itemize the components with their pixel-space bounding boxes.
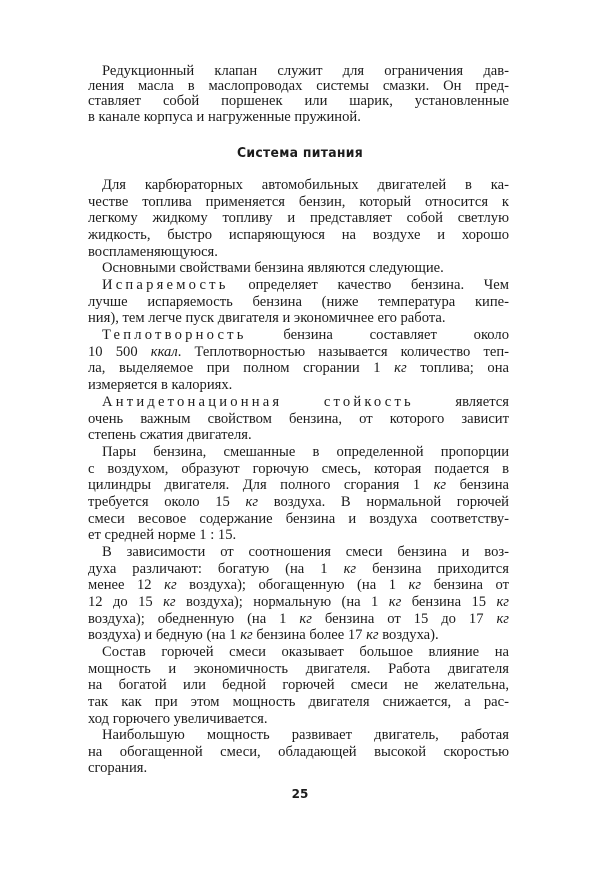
text-segment: ход горючего увеличивается. <box>88 710 268 727</box>
emphasized-term: стойкость <box>323 394 414 410</box>
unit-label: кг <box>408 577 422 594</box>
text-segment: менее 12 <box>88 577 165 594</box>
unit-label: кг <box>343 560 357 577</box>
unit-label: кг <box>366 627 379 644</box>
text-segment: является <box>413 394 509 410</box>
text-segment: честве топлива применяется бензин, который относится к <box>88 193 509 210</box>
text-segment: с воздухом, образуют горючую смесь, которая подается в <box>88 460 509 477</box>
text-segment: требуется около 15 <box>88 494 246 511</box>
text-segment: степень сжатия двигателя. <box>88 427 252 444</box>
text-segment: топлива; она <box>406 360 509 377</box>
text-line <box>88 544 509 561</box>
page-number: 25 <box>291 787 309 801</box>
text-line <box>88 377 509 394</box>
text-line <box>88 527 509 544</box>
text-line <box>88 310 509 327</box>
text-segment: 10 500 <box>88 343 151 360</box>
unit-label: кг <box>163 594 176 611</box>
paragraph <box>88 327 509 394</box>
paragraph <box>88 544 509 644</box>
text-line <box>88 94 509 109</box>
paragraph <box>88 394 509 444</box>
unit-label: кг <box>299 610 312 627</box>
text-line <box>88 594 509 611</box>
text-line <box>88 277 509 294</box>
text-segment: бензина более 17 <box>252 627 367 644</box>
text-segment: Наибольшую мощность развивает двигатель, работая <box>102 727 509 743</box>
text-segment: . Теплотворностью называется количество теп- <box>177 343 510 360</box>
paragraph <box>88 727 509 777</box>
text-line <box>88 644 509 661</box>
text-segment: ет средней норме 1 : 15. <box>88 527 237 544</box>
paragraph <box>88 644 509 727</box>
text-line <box>88 577 509 594</box>
unit-label: кг <box>433 477 447 494</box>
text-line <box>88 444 509 461</box>
unit-label: кг <box>245 494 259 511</box>
text-line <box>88 394 509 411</box>
text-segment: ления масла в маслопроводах системы смазки. Он пред- <box>88 78 509 95</box>
text-segment: легкому жидкому топливу и представляет собой светлую <box>88 210 509 227</box>
text-line <box>88 744 509 761</box>
section-heading: Система питания <box>237 145 363 161</box>
unit-label: кг <box>496 610 509 627</box>
text-line <box>88 611 509 628</box>
text-segment: Для карбюраторных автомобильных двигателей в ка- <box>102 177 509 193</box>
paragraph <box>88 64 509 125</box>
text-segment: смеси весовое содержание бензина и воздуха соответству- <box>88 510 509 527</box>
text-line <box>88 360 509 377</box>
text-segment <box>282 394 323 410</box>
text-segment: бензина приходится <box>356 560 509 577</box>
text-segment: Пары бензина, смешанные в определенной пропорции <box>102 444 509 460</box>
text-line <box>88 244 509 261</box>
text-line <box>88 677 509 694</box>
text-segment: сгорания. <box>88 760 148 777</box>
text-line <box>88 294 509 311</box>
text-line <box>88 260 509 277</box>
text-segment: Основными свойствами бензина являются следующие. <box>102 260 444 276</box>
text-segment: воспламеняющуюся. <box>88 243 218 260</box>
unit-label: кг <box>394 360 407 377</box>
text-line <box>88 727 509 744</box>
text-line <box>88 327 509 344</box>
text-segment: цилиндры двигателя. Для полного сгорания 1 <box>88 477 434 494</box>
text-segment: воздуха) и бедную (на 1 <box>88 627 241 644</box>
text-line <box>88 210 509 227</box>
text-segment: духа различают: богатую (на 1 <box>88 560 344 577</box>
text-line <box>88 494 509 511</box>
text-segment: мощность и экономичность двигателя. Работа двигателя <box>88 660 509 677</box>
text-segment: бензина составляет около <box>246 327 509 343</box>
text-segment: бензина 15 <box>401 594 497 611</box>
text-segment: так как при этом мощность двигателя снижается, а рас- <box>88 694 509 711</box>
text-line <box>88 344 509 361</box>
unit-label: кг <box>496 594 509 611</box>
text-segment: бензина <box>446 477 510 494</box>
paragraph <box>88 177 509 260</box>
emphasized-term: Теплотворность <box>102 327 247 343</box>
text-line <box>88 110 509 125</box>
text-segment: на богатой или бедной горючей смеси не желательна, <box>88 677 509 694</box>
text-line <box>88 511 509 528</box>
text-segment: бензина от 15 до 17 <box>311 610 497 627</box>
text-segment: Редукционный клапан служит для ограничения дав- <box>102 63 509 79</box>
emphasized-term: Антидетонационная <box>102 394 283 410</box>
text-line <box>88 227 509 244</box>
text-line <box>88 461 509 478</box>
text-segment: определяет качество бензина. Чем <box>228 277 509 293</box>
text-line <box>88 477 509 494</box>
text-line <box>88 411 509 428</box>
text-segment: воздуха); обедненную (на 1 <box>88 610 300 627</box>
unit-label: кг <box>240 627 253 644</box>
text-line <box>88 661 509 678</box>
text-line <box>88 194 509 211</box>
text-segment: на обогащенной смеси, обладающей высокой скоростью <box>88 743 509 760</box>
text-line <box>88 627 509 644</box>
text-line <box>88 760 509 777</box>
text-segment: очень важным свойством бензина, от которого зависит <box>88 410 509 427</box>
paragraph <box>88 260 509 277</box>
text-segment: измеряется в калориях. <box>88 377 233 394</box>
text-segment: воздуха). <box>378 627 439 644</box>
text-segment: 12 до 15 <box>88 594 164 611</box>
unit-label: ккал <box>150 343 178 360</box>
unit-label: кг <box>164 577 177 594</box>
text-segment: лучше испаряемость бензина (ниже температура кипе- <box>88 293 509 310</box>
paragraph <box>88 444 509 544</box>
text-segment: воздуха); нормальную (на 1 <box>175 594 389 611</box>
text-line <box>88 64 509 79</box>
emphasized-term: Испаряемость <box>102 277 229 293</box>
text-segment: в канале корпуса и нагруженные пружиной. <box>88 108 361 125</box>
text-line <box>88 427 509 444</box>
text-segment: В зависимости от соотношения смеси бензина и воз- <box>102 544 509 560</box>
text-segment: бензина от <box>421 577 509 594</box>
text-segment: воздуха); обогащенную (на 1 <box>176 577 409 594</box>
text-segment: ла, выделяемое при полном сгорании 1 <box>88 360 395 377</box>
text-line <box>88 561 509 578</box>
text-line <box>88 177 509 194</box>
paragraph <box>88 277 509 327</box>
text-segment: жидкость, быстро испаряющуюся на воздухе и хорошо <box>88 227 509 244</box>
text-line <box>88 711 509 728</box>
text-line <box>88 79 509 94</box>
text-segment: воздуха. В нормальной горючей <box>258 494 509 511</box>
text-segment: ставляет собой поршенек или шарик, установленные <box>88 93 509 110</box>
text-segment: ния), тем легче пуск двигателя и экономичнее его работа. <box>88 310 446 327</box>
text-segment: Состав горючей смеси оказывает большое влияние на <box>102 644 509 660</box>
text-line <box>88 694 509 711</box>
unit-label: кг <box>388 594 402 611</box>
